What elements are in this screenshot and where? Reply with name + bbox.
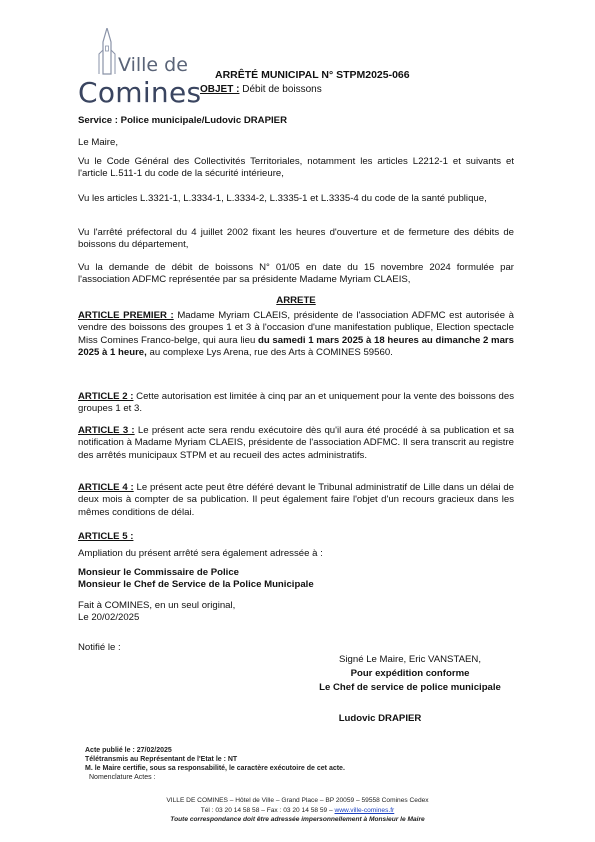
vu-cgct: Vu le Code Général des Collectivités Territoriales, notamment les articles L2212-1 et suivants et l'article L.511-1 du code de la sécurité intérieure, — [78, 156, 514, 180]
article-premier-end: au complexe Lys Arena, rue des Arts à COMINES 59560. — [146, 347, 393, 359]
destinataire-chef-police: Monsieur le Chef de Service de la Police Municipale — [78, 579, 314, 590]
article-3 — [78, 425, 514, 462]
fait-a: Fait à COMINES, en un seul original, — [78, 600, 236, 611]
article-4-label: ARTICLE 4 : — [78, 482, 134, 493]
arrete-heading: ARRETE — [276, 295, 316, 306]
objet-line — [200, 84, 322, 95]
objet-text: Débit de boissons — [239, 84, 322, 95]
destinataire-commissaire: Monsieur le Commissaire de Police — [78, 567, 240, 578]
church-steeple-icon — [96, 28, 118, 76]
teletransmis: Télétransmis au Représentant de l'Etat le : NT — [85, 756, 238, 763]
signature-chef-service: Le Chef de service de police municipale — [319, 682, 501, 693]
vu-demande: Vu la demande de débit de boissons N° 01/05 en date du 15 novembre 2024 formulée par l'association ADFMC représentée par sa présidente Madame Myriam CLAEIS, — [78, 262, 514, 286]
signature-maire: Signé Le Maire, Eric VANSTAEN, — [339, 654, 481, 665]
footer-tel: Tél : 03 20 14 58 58 – Fax : 03 20 14 58 59 – — [200, 806, 335, 814]
footer-website-link[interactable]: www.ville-comines.fr — [334, 806, 395, 814]
logo-text-comines: Comines — [78, 76, 202, 109]
city-logo — [78, 28, 202, 110]
signature-block — [280, 653, 540, 695]
article-premier-dates: du samedi 1 mars 2025 à 18 heures au dimanche 2 mars 2025 à 1 heure, — [78, 334, 514, 359]
footer-note: Toute correspondance doit être adressée impersonnellement à Monsieur le Maire — [170, 816, 425, 823]
service-line: Service : Police municipale/Ludovic DRAPIER — [78, 115, 287, 126]
article-premier — [78, 310, 514, 360]
vu-sante-publique: Vu les articles L.3321-1, L.3334-1, L.3334-2, L.3335-1 et L.3335-4 du code de la santé publique, — [78, 193, 487, 204]
nomenclature: Nomenclature Actes : — [89, 774, 156, 781]
article-2-text: Cette autorisation est limitée à cinq par an et uniquement pour la vente des boissons des groupes 1 et 3. — [78, 391, 514, 415]
certification: M. le Maire certifie, sous sa responsabilité, le caractère exécutoire de cet acte. — [85, 765, 345, 772]
article-3-text: Le présent acte sera rendu exécutoire dès qu'il aura été procédé à sa publication et sa notification à Madame Myriam CLAEIS, présidente de l'association ADFMC. Il sera transcrit au registre des arrêtés municipaux STPM et au recueil des actes administratifs. — [78, 425, 514, 461]
article-5-label: ARTICLE 5 : — [78, 531, 134, 542]
page-footer — [0, 796, 595, 825]
article-2 — [78, 391, 514, 416]
article-premier-label: ARTICLE PREMIER : — [78, 310, 174, 321]
signature-expedition: Pour expédition conforme — [350, 668, 470, 679]
logo-text-ville: Ville de — [118, 54, 188, 76]
le-maire: Le Maire, — [78, 137, 118, 148]
notifie-le: Notifié le : — [78, 642, 121, 653]
article-2-label: ARTICLE 2 : — [78, 391, 134, 402]
ampliation: Ampliation du présent arrêté sera également adressée à : — [78, 548, 323, 559]
article-4 — [78, 482, 514, 519]
article-3-label: ARTICLE 3 : — [78, 425, 135, 436]
document-title: ARRÊTÉ MUNICIPAL N° STPM2025-066 — [215, 69, 410, 81]
objet-label: OBJET : — [200, 84, 240, 95]
footer-address: VILLE DE COMINES – Hôtel de Ville – Grand Place – BP 20059 – 59558 Comines Cedex — [166, 797, 429, 804]
publication-meta — [85, 746, 345, 782]
article-4-text: Le présent acte peut être déféré devant le Tribunal administratif de Lille dans un délai de deux mois à compter de sa publication. Il peut également faire l'objet d'un recours gracieux dans les mêmes conditions de délai. — [78, 482, 514, 518]
vu-arrete-prefectoral: Vu l'arrêté préfectoral du 4 juillet 2002 fixant les heures d'ouverture et de fermeture des débits de boissons du département, — [78, 227, 514, 251]
acte-publie: Acte publié le : 27/02/2025 — [85, 747, 172, 754]
article-premier-text: Madame Myriam CLAEIS, présidente de l'association ADFMC est autorisée à vendre des boissons des groupes 1 et 3 à l'occasion d'une manifestation publique, Election spectacle Miss Comines Franco-belge, qui aura lieu — [78, 310, 514, 346]
footer-contact — [0, 806, 595, 816]
signatory-name: Ludovic DRAPIER — [338, 713, 422, 724]
date-signature: Le 20/02/2025 — [78, 612, 140, 623]
